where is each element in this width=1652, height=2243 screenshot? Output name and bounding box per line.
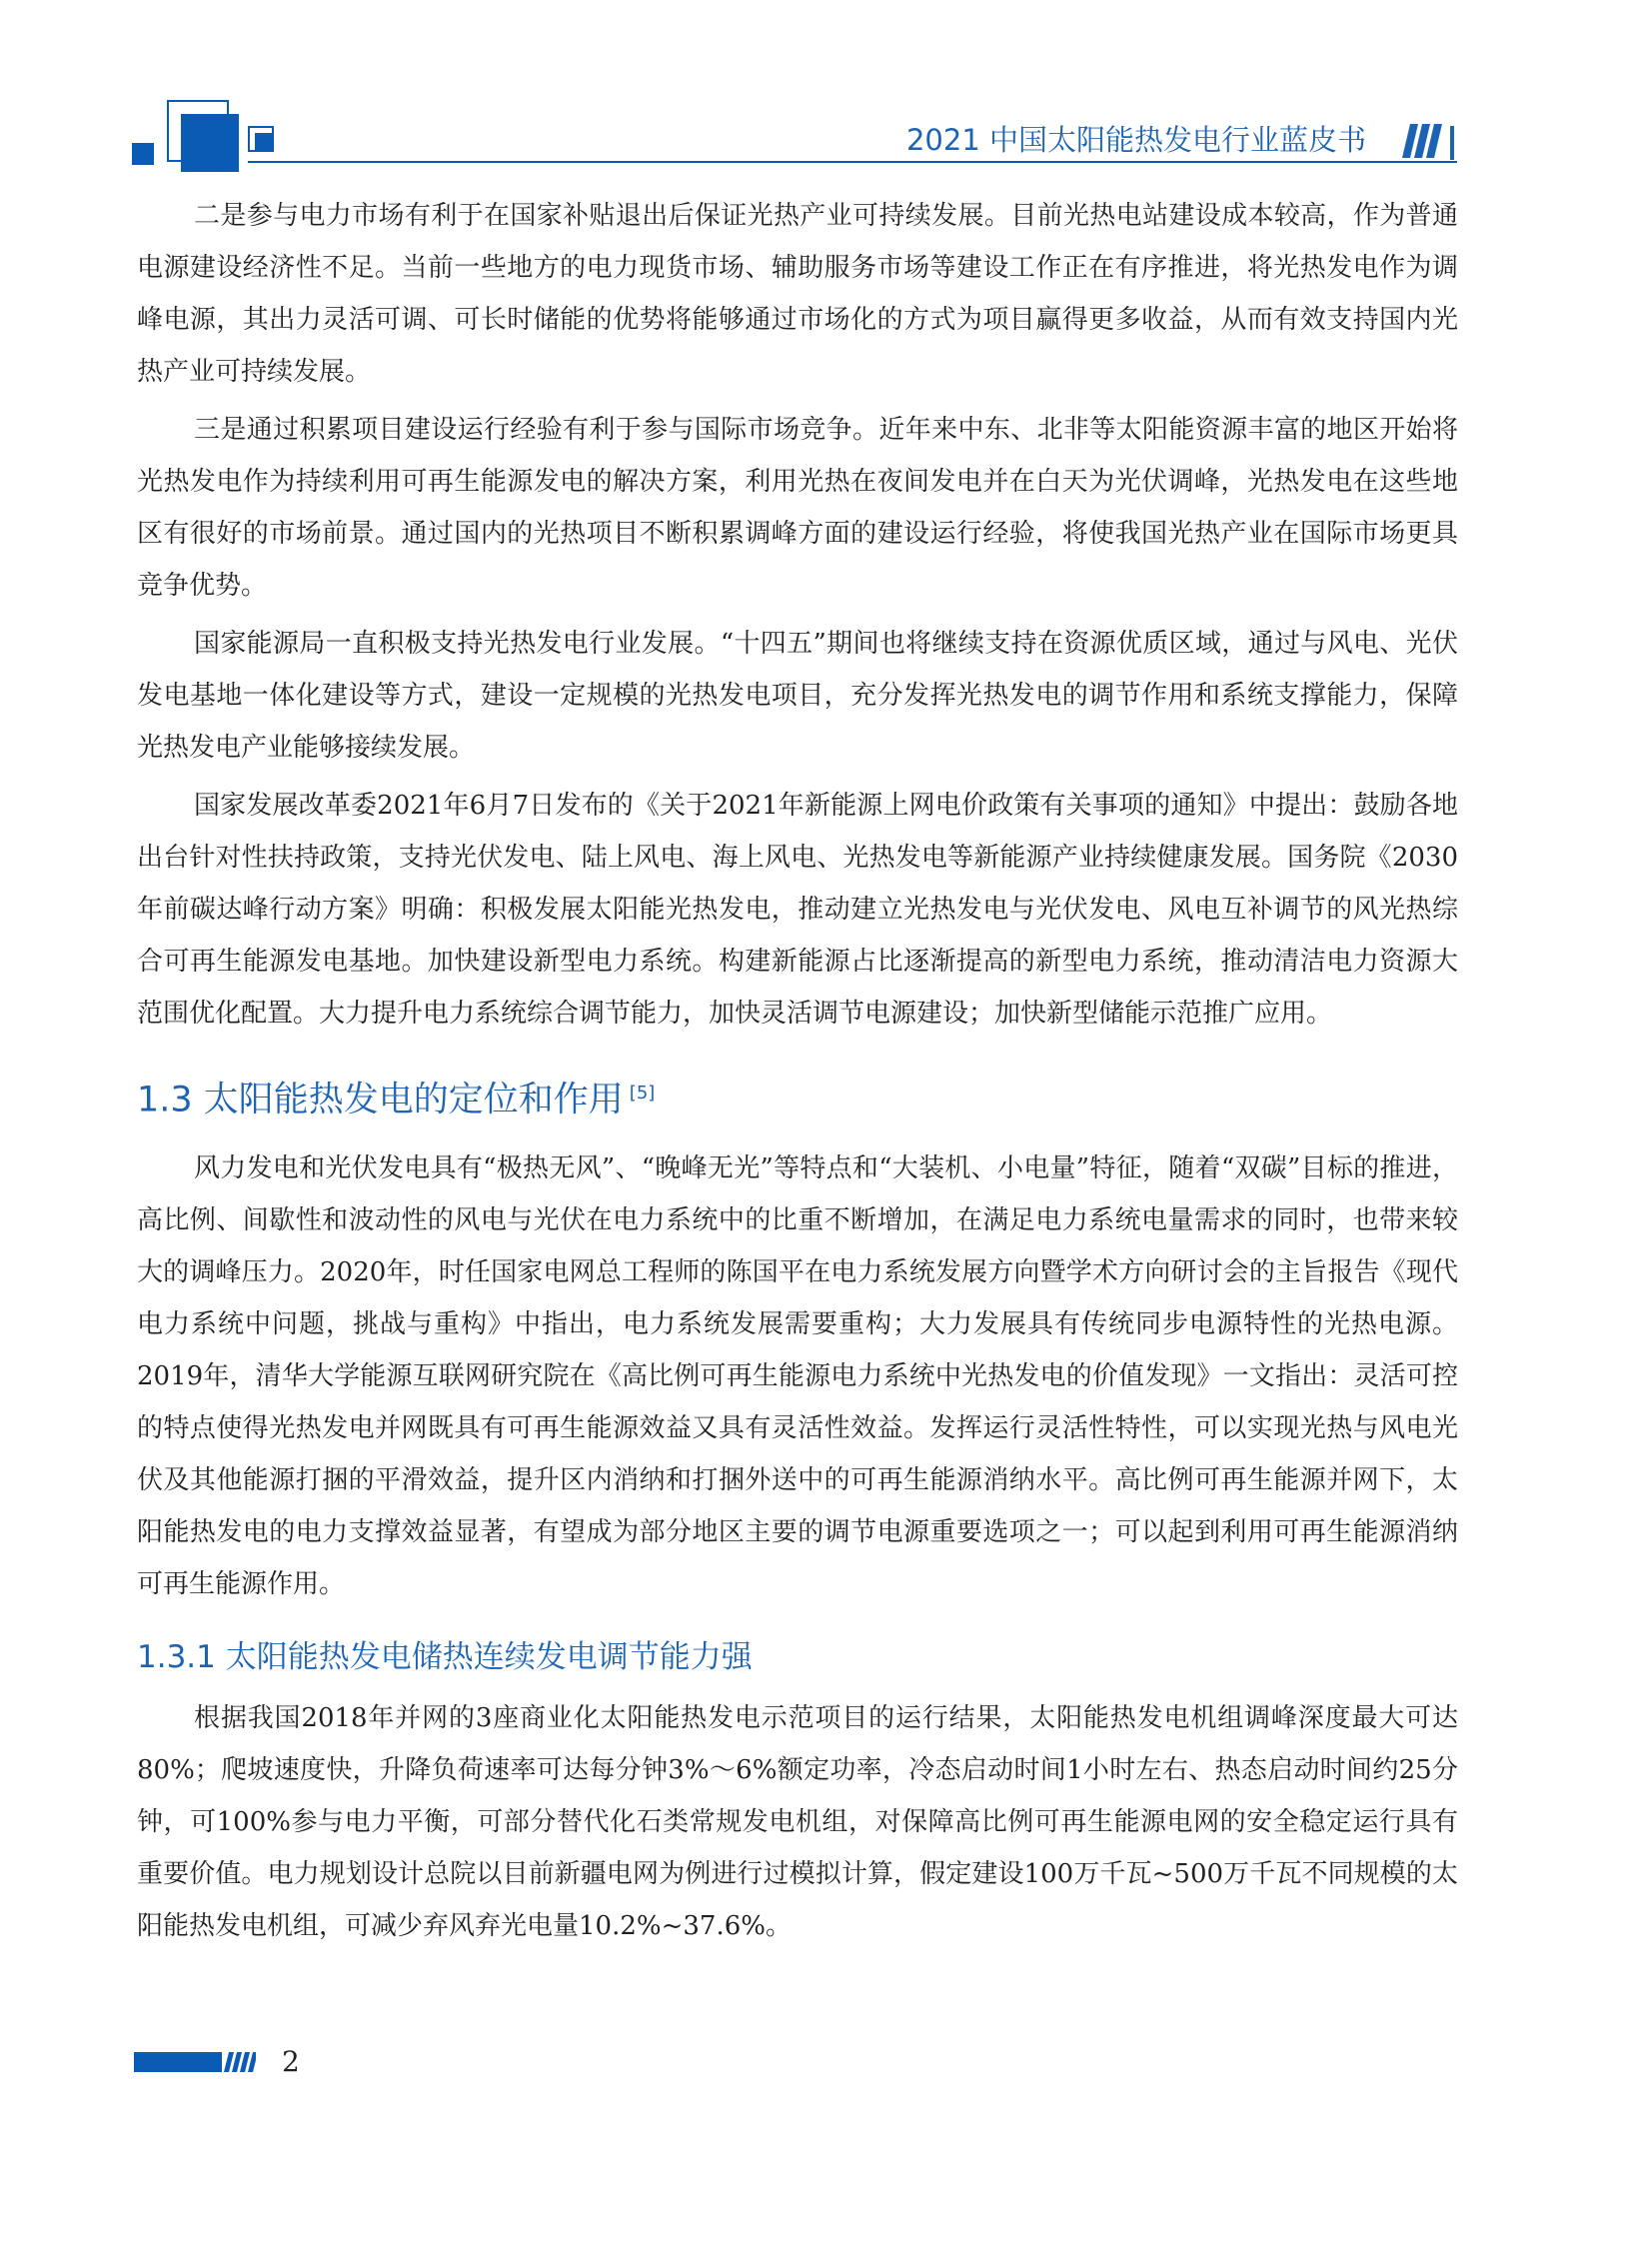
running-header-title: 2021 中国太阳能热发电行业蓝皮书 (905, 123, 1366, 157)
header-rule (248, 161, 1457, 163)
page-body (137, 190, 1458, 1958)
body-paragraph: 二是参与电力市场有利于在国家补贴退出后保证光热产业可持续发展。目前光热电站建设成本较高，作为普通电源建设经济性不足。当前一些地方的电力现货市场、辅助服务市场等建设工作正在有序推进，将光热发电作为调峰电源，其出力灵活可调、可长时储能的优势将能够通过市场化的方式为项目赢得更多收益，从而有效支持国内光热产业可持续发展。 (137, 201, 1458, 387)
header-end-bar (1450, 126, 1454, 160)
header-decor-square (132, 143, 154, 165)
body-paragraph: 三是通过积累项目建设运行经验有利于参与国际市场竞争。近年来中东、北非等太阳能资源丰富的地区开始将光热发电作为持续利用可再生能源发电的解决方案，利用光热在夜间发电并在白天为光伏调峰，光热发电在这些地区有很好的市场前景。通过国内的光热项目不断积累调峰方面的建设运行经验，将使我国光热产业在国际市场更具竞争优势。 (137, 415, 1458, 601)
header-decor-square (181, 114, 239, 172)
section-heading (137, 1068, 1458, 1126)
section-heading-text: 1.3 太阳能热发电的定位和作用 (137, 1080, 624, 1121)
citation-reference: [5] (629, 1083, 656, 1104)
header-stripes-icon (1394, 124, 1444, 158)
page-number: 2 (282, 2045, 300, 2078)
footer-stripes-icon (224, 2052, 256, 2072)
body-paragraph: 风力发电和光伏发电具有“极热无风”、“晚峰无光”等特点和“大装机、小电量”特征，随着“双碳”目标的推进，高比例、间歇性和波动性的风电与光伏在电力系统中的比重不断增加，在满足电力系统电量需求的同时，也带来较大的调峰压力。2020年，时任国家电网总工程师的陈国平在电力系统发展方向暨学术方向研讨会的主旨报告《现代电力系统中问题，挑战与重构》中指出，电力系统发展需要重构；大力发展具有传统同步电源特性的光热电源。2019年，清华大学能源互联网研究院在《高比例可再生能源电力系统中光热发电的价值发现》一文指出：灵活可控的特点使得光热发电并网既具有可再生能源效益又具有灵活性效益。发挥运行灵活性特性，可以实现光热与风电光伏及其他能源打捆的平滑效益，提升区内消纳和打捆外送中的可再生能源消纳水平。高比例可再生能源并网下，太阳能热发电的电力支撑效益显著，有望成为部分地区主要的调节电源重要选项之一；可以起到利用可再生能源消纳可再生能源作用。 (137, 1152, 1458, 1599)
body-paragraph: 国家能源局一直积极支持光热发电行业发展。“十四五”期间也将继续支持在资源优质区域，通过与风电、光伏发电基地一体化建设等方式，建设一定规模的光热发电项目，充分发挥光热发电的调节作用和系统支撑能力，保障光热发电产业能够接续发展。 (137, 629, 1458, 763)
body-paragraph: 根据我国2018年并网的3座商业化太阳能热发电示范项目的运行结果，太阳能热发电机组调峰深度最大可达80%；爬坡速度快，升降负荷速率可达每分钟3%～6%额定功率，冷态启动时间1小时左右、热态启动时间约25分钟，可100%参与电力平衡，可部分替代化石类常规发电机组，对保障高比例可再生能源电网的安全稳定运行具有重要价值。电力规划设计总院以目前新疆电网为例进行过模拟计算，假定建设100万千瓦~500万千瓦不同规模的太阳能热发电机组，可减少弃风弃光电量10.2%~37.6%。 (137, 1702, 1458, 1941)
header-decor-square (255, 133, 273, 151)
footer-bar (134, 2052, 222, 2072)
body-paragraph: 国家发展改革委2021年6月7日发布的《关于2021年新能源上网电价政策有关事项的通知》中提出：鼓励各地出台针对性扶持政策，支持光伏发电、陆上风电、海上风电、光热发电等新能源产业持续健康发展。国务院《2030年前碳达峰行动方案》明确：积极发展太阳能光热发电，推动建立光热发电与光伏发电、风电互补调节的风光热综合可再生能源发电基地。加快建设新型电力系统。构建新能源占比逐渐提高的新型电力系统，推动清洁电力资源大范围优化配置。大力提升电力系统综合调节能力，加快灵活调节电源建设；加快新型储能示范推广应用。 (137, 791, 1458, 1029)
subsection-heading: 1.3.1 太阳能热发电储热连续发电调节能力强 (137, 1638, 753, 1675)
